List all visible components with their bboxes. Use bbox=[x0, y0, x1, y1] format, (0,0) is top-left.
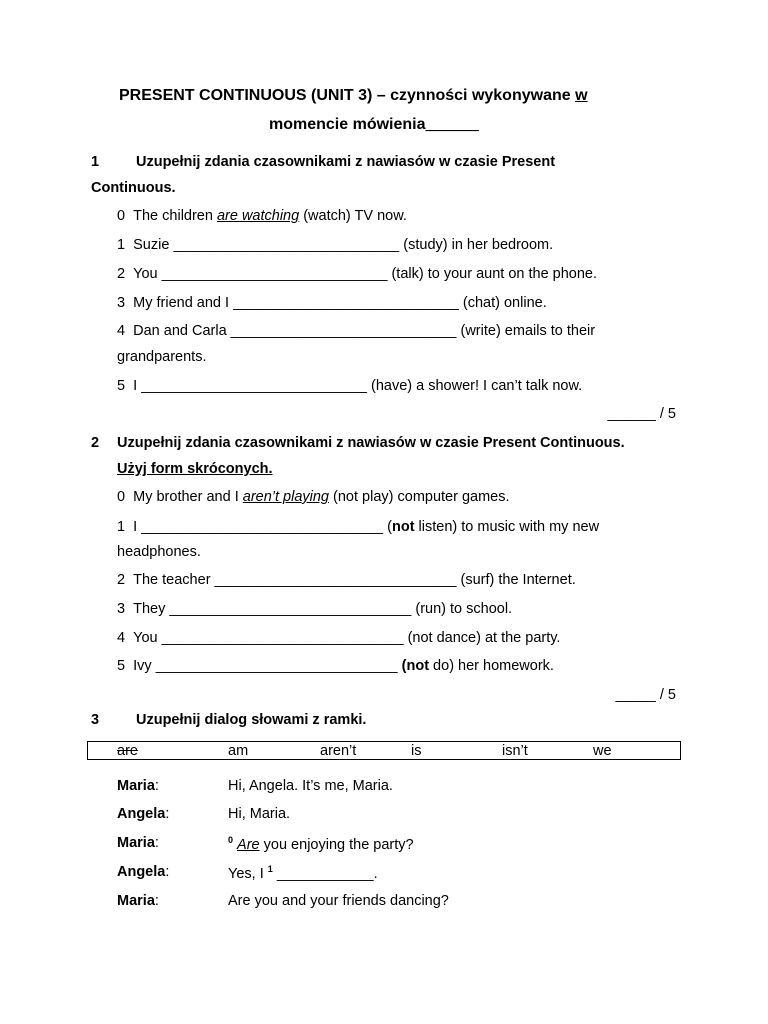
speaker-colon: : bbox=[154, 893, 159, 909]
ex1-item-5 bbox=[117, 378, 582, 394]
ex2-item-0 bbox=[117, 489, 510, 505]
item-number: 2 bbox=[117, 572, 126, 588]
item-number: 1 bbox=[117, 519, 126, 535]
ex2-item-4 bbox=[117, 630, 560, 646]
item-number: 0 bbox=[117, 208, 126, 224]
exercise1-instruction-cont: Continuous. bbox=[91, 180, 176, 196]
page-title bbox=[119, 87, 588, 105]
word-box-item-crossed: are bbox=[117, 743, 138, 759]
exercise3-number: 3 bbox=[91, 712, 100, 728]
speaker-name: Maria bbox=[117, 893, 155, 909]
item-text: They ______________________________ (run) to school. bbox=[133, 601, 513, 617]
dialog-speaker bbox=[117, 806, 169, 822]
speaker-colon: : bbox=[154, 778, 159, 794]
ex1-item-4 bbox=[117, 323, 595, 339]
page-title-line2 bbox=[269, 116, 479, 134]
dialog-line bbox=[228, 835, 414, 853]
item-number: 3 bbox=[117, 295, 126, 311]
item-number: 5 bbox=[117, 658, 126, 674]
dialog-line: Are you and your friends dancing? bbox=[228, 893, 449, 909]
line-text: Yes, I bbox=[228, 866, 268, 882]
item-text: Dan and Carla ____________________________ (write) emails to their bbox=[133, 323, 596, 339]
speaker-name: Maria bbox=[117, 835, 155, 851]
speaker-colon: : bbox=[165, 806, 170, 822]
item-number: 0 bbox=[117, 489, 126, 505]
item-text: (not play) computer games. bbox=[329, 489, 510, 505]
dialog-line: Hi, Maria. bbox=[228, 806, 291, 822]
item-bold: not bbox=[391, 519, 415, 535]
title-line1: PRESENT CONTINUOUS (UNIT 3) – czynności wykonywane bbox=[119, 87, 576, 104]
word-box-item: we bbox=[593, 743, 612, 759]
dialog-speaker bbox=[117, 835, 159, 851]
title-line1-underlined: w bbox=[575, 87, 588, 104]
line-text: you enjoying the party? bbox=[259, 837, 414, 853]
item-text: I ____________________________ (have) a shower! I can’t talk now. bbox=[133, 378, 583, 394]
item-number: 4 bbox=[117, 630, 126, 646]
ex2-score: _____ / 5 bbox=[615, 687, 676, 703]
item-text: (watch) TV now. bbox=[299, 208, 407, 224]
ex1-score: ______ / 5 bbox=[607, 406, 676, 422]
exercise2-number: 2 bbox=[91, 435, 100, 451]
speaker-name: Angela bbox=[117, 864, 166, 880]
word-box-item: isn’t bbox=[502, 743, 528, 759]
exercise2-instruction: Uzupełnij zdania czasownikami z nawiasów w czasie Present Continuous. bbox=[117, 435, 625, 451]
exercise2-instruction-cont: Użyj form skróconych. bbox=[117, 461, 273, 477]
ex1-item-3 bbox=[117, 295, 547, 311]
speaker-colon: : bbox=[165, 864, 170, 880]
gap-number: 1 bbox=[267, 864, 273, 874]
ex1-item-2 bbox=[117, 266, 597, 282]
dialog-speaker bbox=[117, 893, 159, 909]
speaker-name: Angela bbox=[117, 806, 166, 822]
item-bold: (not bbox=[401, 658, 430, 674]
word-box bbox=[87, 741, 681, 760]
exercise3-instruction: Uzupełnij dialog słowami z ramki. bbox=[136, 712, 367, 728]
ex2-item-1 bbox=[117, 519, 599, 535]
exercise1-instruction: Uzupełnij zdania czasownikami z nawiasów w czasie Present bbox=[136, 154, 556, 170]
word-box-item: aren’t bbox=[320, 743, 357, 759]
item-text: The children bbox=[133, 208, 217, 224]
ex1-item-0 bbox=[117, 208, 407, 224]
item-text: You ______________________________ (not dance) at the party. bbox=[133, 630, 561, 646]
item-text: You ____________________________ (talk) to your aunt on the phone. bbox=[133, 266, 598, 282]
item-number: 5 bbox=[117, 378, 126, 394]
ex2-item-2 bbox=[117, 572, 576, 588]
ex2-item-5 bbox=[117, 658, 554, 674]
item-text: listen) to music with my new bbox=[414, 519, 600, 535]
example-answer: are watching bbox=[216, 208, 300, 224]
item-text: My brother and I bbox=[133, 489, 243, 505]
item-text: Ivy ______________________________ bbox=[133, 658, 402, 674]
ex2-item-1-cont: headphones. bbox=[117, 544, 201, 560]
item-number: 2 bbox=[117, 266, 126, 282]
item-text: I ______________________________ ( bbox=[133, 519, 392, 535]
dialog-speaker bbox=[117, 864, 169, 880]
dialog-speaker bbox=[117, 778, 159, 794]
title-line2: momencie mówienia bbox=[269, 116, 426, 133]
ex1-item-1 bbox=[117, 237, 553, 253]
item-text: The teacher ______________________________ (surf) the Internet. bbox=[133, 572, 576, 588]
ex2-item-3 bbox=[117, 601, 512, 617]
item-text: My friend and I ____________________________ (chat) online. bbox=[133, 295, 547, 311]
word-box-item: is bbox=[411, 743, 422, 759]
gap-number: 0 bbox=[228, 835, 234, 845]
speaker-name: Maria bbox=[117, 778, 155, 794]
title-line2-blank: ______ bbox=[425, 116, 479, 133]
line-text: ____________. bbox=[272, 866, 378, 882]
example-answer: aren’t playing bbox=[242, 489, 329, 505]
example-answer: Are bbox=[237, 837, 260, 853]
word-box-item: am bbox=[228, 743, 249, 759]
dialog-line: Hi, Angela. It’s me, Maria. bbox=[228, 778, 393, 794]
item-text: Suzie ____________________________ (study) in her bedroom. bbox=[133, 237, 554, 253]
item-number: 3 bbox=[117, 601, 126, 617]
item-number: 4 bbox=[117, 323, 126, 339]
item-text: do) her homework. bbox=[429, 658, 554, 674]
exercise1-number: 1 bbox=[91, 154, 100, 170]
dialog-line bbox=[228, 864, 378, 882]
item-number: 1 bbox=[117, 237, 126, 253]
speaker-colon: : bbox=[154, 835, 159, 851]
ex1-item-4-cont: grandparents. bbox=[117, 349, 207, 365]
